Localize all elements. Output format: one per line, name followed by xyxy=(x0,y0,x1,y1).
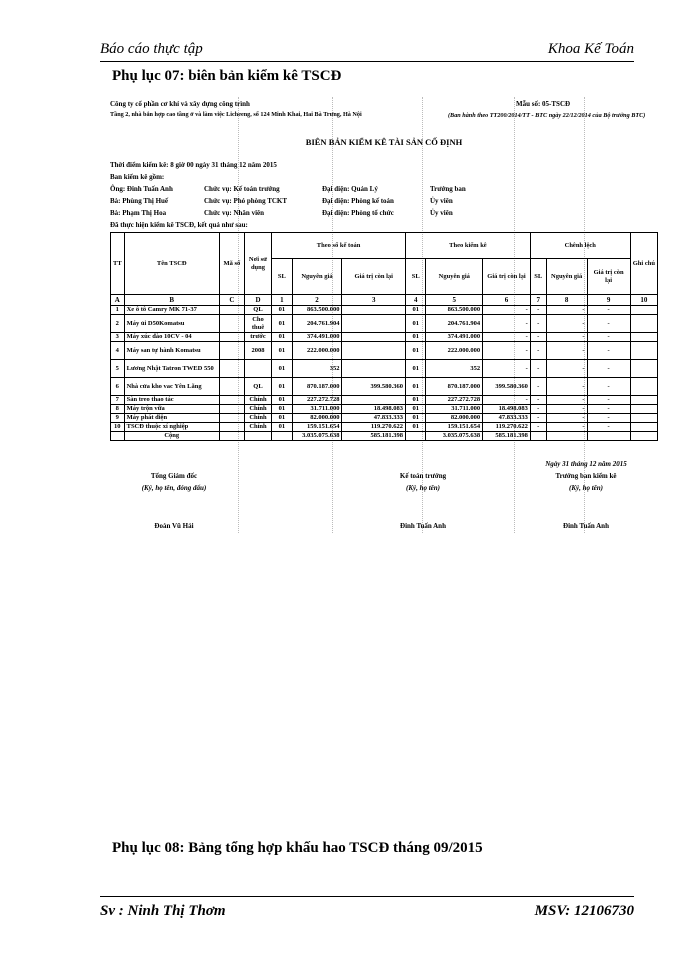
member-2-role: Chức vụ: Phó phòng TCKT xyxy=(204,197,288,205)
cell-ng2: 863.500.000 xyxy=(426,306,483,315)
cell-use: QL xyxy=(244,378,271,396)
cell-sl2: 01 xyxy=(406,405,426,414)
table-row xyxy=(111,342,658,360)
cell-gt2: - xyxy=(483,333,531,342)
cell-sl: 01 xyxy=(272,396,292,405)
cell-gt2: - xyxy=(483,396,531,405)
cell-sl: 01 xyxy=(272,333,292,342)
col-asset-name: Tên TSCĐ xyxy=(124,233,219,295)
header-department: Khoa Kế Toán xyxy=(547,41,634,57)
table-row xyxy=(111,360,658,378)
cell-sl: 01 xyxy=(272,342,292,360)
cell-d1: - xyxy=(530,378,546,396)
table-row xyxy=(111,396,658,405)
cell-ng: 352 xyxy=(292,360,342,378)
cell-d2: - xyxy=(546,333,587,342)
cell-name: Máy phát điện xyxy=(124,414,219,423)
appendix-08-title: Phụ lục 08: Bảng tổng hợp khấu hao TSCĐ tháng 09/2015 xyxy=(112,840,483,856)
footer-student-id: MSV: 12106730 xyxy=(534,903,634,919)
col-sl-book: SL xyxy=(272,259,292,295)
col-place-of-use: Nơi sử dụng xyxy=(244,233,271,295)
cell-ng: 374.491.000 xyxy=(292,333,342,342)
cell-ng: 204.761.904 xyxy=(292,315,342,333)
cell-gt2: 119.270.622 xyxy=(483,423,531,432)
cell-d2: - xyxy=(546,306,587,315)
cell-d1: - xyxy=(530,315,546,333)
table-row xyxy=(111,306,658,315)
cell-tt: 9 xyxy=(111,414,125,423)
cell-use: trước xyxy=(244,333,271,342)
member-1-name: Ông: Đinh Tuấn Anh xyxy=(110,185,173,193)
cell-sl: 01 xyxy=(272,405,292,414)
cell-sl2: 01 xyxy=(406,423,426,432)
page-footer xyxy=(100,896,634,919)
cell-d1: - xyxy=(530,423,546,432)
total-label: Cộng xyxy=(124,432,219,441)
cell-sl2: 01 xyxy=(406,306,426,315)
col-cost-book: Nguyên giá xyxy=(292,259,342,295)
cell-d1: - xyxy=(530,306,546,315)
cell-ng2: 159.151.654 xyxy=(426,423,483,432)
col-note: Ghi chú xyxy=(630,233,657,295)
cell-ng2: 352 xyxy=(426,360,483,378)
cell-ng2: 31.711.000 xyxy=(426,405,483,414)
page-header xyxy=(100,41,634,62)
member-3-name: Bà: Phạm Thị Hoa xyxy=(110,209,167,217)
cell-sl: 01 xyxy=(272,414,292,423)
cell-sl2: 01 xyxy=(406,315,426,333)
cell-use xyxy=(244,360,271,378)
asset-inventory-table xyxy=(110,232,658,441)
chief-accountant-title: Kế toán trưởng xyxy=(399,472,447,480)
total-cost-book: 3.035.075.638 xyxy=(292,432,342,441)
cell-gt2: - xyxy=(483,315,531,333)
cell-gt: 399.580.360 xyxy=(342,378,406,396)
cell-d2: - xyxy=(546,360,587,378)
cell-d1: - xyxy=(530,414,546,423)
cell-gt: 119.270.622 xyxy=(342,423,406,432)
col-residual-diff: Giá trị còn lại xyxy=(587,259,630,295)
cell-gt: 47.833.333 xyxy=(342,414,406,423)
col-code: Mã số xyxy=(219,233,244,295)
cell-name: Nhà cửa kho vac Yên Lãng xyxy=(124,378,219,396)
cell-use: Chính xyxy=(244,414,271,423)
cell-name: TSCĐ thuộc xí nghiệp xyxy=(124,423,219,432)
cell-name: Máy xúc đào 10CV - 04 xyxy=(124,333,219,342)
cell-gt2: 47.833.333 xyxy=(483,414,531,423)
group-by-books: Theo sổ kế toán xyxy=(272,233,406,259)
cell-name: Lương Nhật Tatron TWED 550 xyxy=(124,360,219,378)
cell-d2: - xyxy=(546,405,587,414)
total-residual-book: 585.181.398 xyxy=(342,432,406,441)
cell-d1: - xyxy=(530,333,546,342)
header-report-label: Báo cáo thực tập xyxy=(100,41,203,57)
cell-d1: - xyxy=(530,342,546,360)
chief-accountant-name: Đinh Tuấn Anh xyxy=(400,522,446,530)
cell-d1: - xyxy=(530,405,546,414)
cell-gt2: - xyxy=(483,360,531,378)
member-3-pos: Ủy viên xyxy=(430,209,453,217)
cell-ng2: 204.761.904 xyxy=(426,315,483,333)
cell-tt: 7 xyxy=(111,396,125,405)
cell-d3: - xyxy=(587,378,630,396)
cell-d1: - xyxy=(530,360,546,378)
member-1-role: Chức vụ: Kế toán trưởng xyxy=(204,185,280,193)
cell-gt2: 399.580.360 xyxy=(483,378,531,396)
col-sl-diff: SL xyxy=(530,259,546,295)
inventory-time: Thời điểm kiểm kê: 8 giờ 00 ngày 31 tháng 12 năm 2015 xyxy=(110,161,277,169)
cell-tt: 10 xyxy=(111,423,125,432)
total-cost-count: 3.035.075.638 xyxy=(426,432,483,441)
cell-ng2: 227.272.728 xyxy=(426,396,483,405)
table-row xyxy=(111,405,658,414)
cell-gt2: - xyxy=(483,342,531,360)
cell-tt: 6 xyxy=(111,378,125,396)
decree-note: (Ban hành theo TT200/2014/TT - BTC ngày 22/12/2014 của Bộ trưởng BTC) xyxy=(448,112,646,119)
cell-d2: - xyxy=(546,414,587,423)
cell-name: Máy trộn vữa xyxy=(124,405,219,414)
cell-d3: - xyxy=(587,333,630,342)
index-row: A B C D 1 2 3 4 5 6 7 8 9 10 xyxy=(111,295,658,306)
cell-d2: - xyxy=(546,396,587,405)
committee-head-title: Trưởng ban kiểm kê xyxy=(555,472,617,480)
cell-d3: - xyxy=(587,423,630,432)
chief-accountant-note: (Ký, họ tên) xyxy=(405,484,441,492)
cell-ng: 82.000.000 xyxy=(292,414,342,423)
director-name: Đoàn Vũ Hải xyxy=(154,522,194,530)
group-difference: Chênh lệch xyxy=(530,233,630,259)
signature-date: Ngày 31 tháng 12 năm 2015 xyxy=(545,460,627,468)
col-cost-diff: Nguyên giá xyxy=(546,259,587,295)
cell-use: QL xyxy=(244,306,271,315)
member-3-rep: Đại diện: Phòng tổ chức xyxy=(322,209,394,217)
cell-d2: - xyxy=(546,378,587,396)
cell-d3: - xyxy=(587,405,630,414)
table-row xyxy=(111,378,658,396)
cell-d3: - xyxy=(587,342,630,360)
cell-sl2: 01 xyxy=(406,378,426,396)
cell-sl: 01 xyxy=(272,423,292,432)
member-1-pos: Trưởng ban xyxy=(430,185,466,193)
table-row xyxy=(111,333,658,342)
cell-ng: 159.151.654 xyxy=(292,423,342,432)
cell-gt xyxy=(342,306,406,315)
table-row xyxy=(111,315,658,333)
conclusion-line: Đã thực hiện kiểm kê TSCĐ, kết quả như sau: xyxy=(110,221,248,229)
cell-tt: 4 xyxy=(111,342,125,360)
committee-label: Ban kiểm kê gồm: xyxy=(110,173,165,181)
director-title: Tổng Giám đốc xyxy=(150,472,198,480)
cell-use: 2008 xyxy=(244,342,271,360)
cell-name: Xe ô tô Camry MK 71-37 xyxy=(124,306,219,315)
cell-gt xyxy=(342,315,406,333)
cell-ng2: 870.187.000 xyxy=(426,378,483,396)
cell-ng: 31.711.000 xyxy=(292,405,342,414)
committee-head-name: Đinh Tuấn Anh xyxy=(563,522,609,530)
cell-sl: 01 xyxy=(272,360,292,378)
cell-tt: 1 xyxy=(111,306,125,315)
cell-d3: - xyxy=(587,414,630,423)
cell-d2: - xyxy=(546,342,587,360)
form-title: BIÊN BẢN KIỂM KÊ TÀI SẢN CỐ ĐỊNH xyxy=(305,137,463,147)
member-2-name: Bà: Phùng Thị Huế xyxy=(110,197,169,205)
cell-sl2: 01 xyxy=(406,360,426,378)
member-3-role: Chức vụ: Nhân viên xyxy=(204,209,265,217)
member-2-rep: Đại diện: Phòng kế toán xyxy=(322,197,394,205)
director-note: (Ký, họ tên, đóng dấu) xyxy=(141,484,207,492)
table-row xyxy=(111,423,658,432)
member-1-rep: Đại diện: Quản Lý xyxy=(322,185,378,193)
appendix-07-title: Phụ lục 07: biên bản kiểm kê TSCĐ xyxy=(112,68,342,84)
company-name: Công ty cổ phần cơ khí và xây dựng công trình xyxy=(110,100,250,108)
cell-name: Máy san tự hành Komatsu xyxy=(124,342,219,360)
cell-d3: - xyxy=(587,396,630,405)
cell-gt xyxy=(342,342,406,360)
cell-d3: - xyxy=(587,306,630,315)
cell-sl: 01 xyxy=(272,306,292,315)
cell-gt xyxy=(342,396,406,405)
cell-use: Cho thuê xyxy=(244,315,271,333)
cell-gt: 18.498.083 xyxy=(342,405,406,414)
cell-sl2: 01 xyxy=(406,414,426,423)
cell-sl2: 01 xyxy=(406,342,426,360)
cell-d2: - xyxy=(546,315,587,333)
cell-tt: 8 xyxy=(111,405,125,414)
total-residual-count: 585.181.398 xyxy=(483,432,531,441)
cell-name: Máy ủi D50Komatsu xyxy=(124,315,219,333)
table-row xyxy=(111,414,658,423)
cell-ng: 227.272.728 xyxy=(292,396,342,405)
member-2-pos: Ủy viên xyxy=(430,197,453,205)
cell-use: Chính xyxy=(244,423,271,432)
cell-d1: - xyxy=(530,396,546,405)
col-residual-book: Giá trị còn lại xyxy=(342,259,406,295)
cell-d3: - xyxy=(587,360,630,378)
cell-ng: 222.000.000 xyxy=(292,342,342,360)
cell-d3: - xyxy=(587,315,630,333)
cell-name: Sàn treo thao tác xyxy=(124,396,219,405)
committee-head-note: (Ký, họ tên) xyxy=(568,484,604,492)
cell-gt xyxy=(342,360,406,378)
col-cost-count: Nguyên giá xyxy=(426,259,483,295)
col-residual-count: Giá trị còn lại xyxy=(483,259,531,295)
cell-gt xyxy=(342,333,406,342)
cell-tt: 3 xyxy=(111,333,125,342)
form-number: Mẫu số: 05-TSCĐ xyxy=(516,100,571,108)
cell-sl2: 01 xyxy=(406,396,426,405)
cell-sl: 01 xyxy=(272,315,292,333)
cell-ng: 863.500.000 xyxy=(292,306,342,315)
cell-ng2: 82.000.000 xyxy=(426,414,483,423)
cell-gt2: 18.498.083 xyxy=(483,405,531,414)
inventory-form xyxy=(110,97,658,533)
footer-student: Sv : Ninh Thị Thơm xyxy=(100,903,226,919)
group-by-count: Theo kiểm kê xyxy=(406,233,531,259)
cell-sl: 01 xyxy=(272,378,292,396)
cell-d2: - xyxy=(546,423,587,432)
total-row xyxy=(111,432,658,441)
cell-use: Chính xyxy=(244,396,271,405)
cell-tt: 2 xyxy=(111,315,125,333)
cell-ng: 870.187.000 xyxy=(292,378,342,396)
company-address: Tầng 2, nhà bắn hợp cao tầng ở và làm việc Licheeng, số 124 Minh Khai, Hai Bà Trưng, Hà Nội xyxy=(110,111,362,118)
cell-gt2: - xyxy=(483,306,531,315)
col-sl-count: SL xyxy=(406,259,426,295)
cell-sl2: 01 xyxy=(406,333,426,342)
cell-ng2: 374.491.000 xyxy=(426,333,483,342)
cell-ng2: 222.000.000 xyxy=(426,342,483,360)
cell-use: Chính xyxy=(244,405,271,414)
cell-tt: 5 xyxy=(111,360,125,378)
col-tt: TT xyxy=(111,233,125,295)
